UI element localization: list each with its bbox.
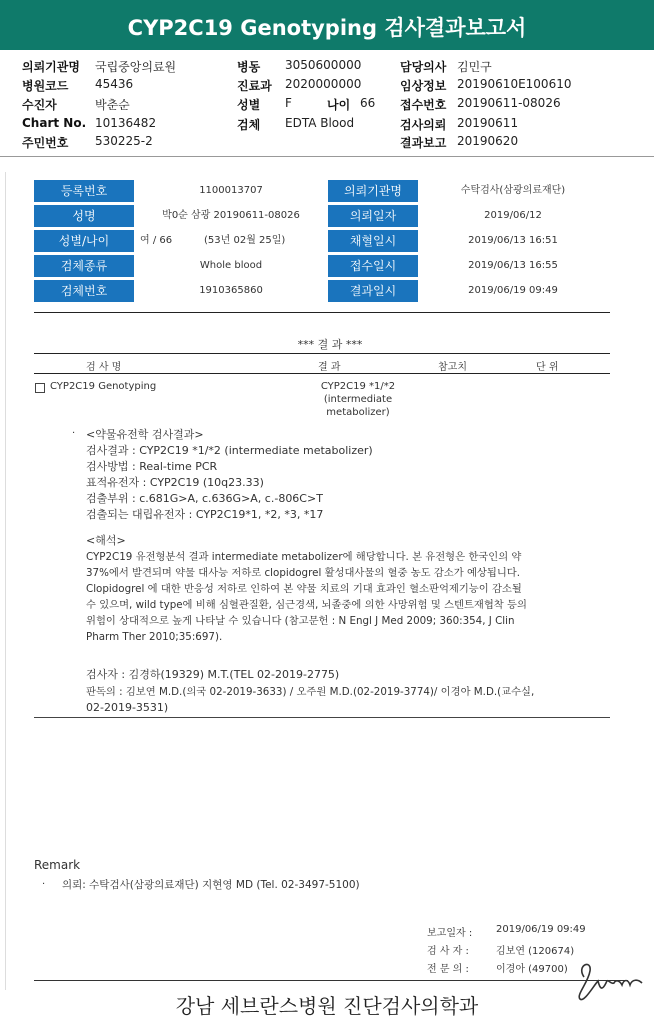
info-value: 박0순 삼광 20190611-08026 bbox=[162, 210, 300, 221]
info-value: 수탁검사(삼광의료재단) bbox=[460, 185, 566, 196]
title-bar bbox=[0, 0, 654, 50]
report-label: 보고일자 : bbox=[427, 928, 473, 939]
header-label: Chart No. bbox=[22, 116, 87, 130]
interp-line: 위험이 상대적으로 높게 나타날 수 있습니다 (참고문헌 : N Engl J Med 2009; 360:354, J Clin bbox=[86, 615, 515, 627]
header-value: 10136482 bbox=[95, 116, 157, 130]
header-value: 20190610E100610 bbox=[457, 77, 572, 91]
header-value: 2020000000 bbox=[285, 77, 362, 91]
info-label: 등록번호 bbox=[34, 180, 134, 202]
header-value: 20190611 bbox=[457, 116, 519, 130]
info-value: 2019/06/19 09:49 bbox=[468, 285, 558, 296]
col-header: 검 사 명 bbox=[86, 362, 122, 373]
info-value: Whole blood bbox=[199, 260, 263, 271]
header-value: 20190620 bbox=[457, 134, 519, 148]
header-label: 수진자 bbox=[22, 98, 57, 112]
footer-department: 강남 세브란스병원 진단검사의학과 bbox=[175, 994, 479, 1018]
pgx-line: 검사결과 : CYP2C19 *1/*2 (intermediate metabolizer) bbox=[86, 444, 373, 457]
pgx-heading: <약물유전학 검사결과> bbox=[86, 428, 204, 441]
bullet-dot: · bbox=[42, 879, 46, 890]
info-label: 검체번호 bbox=[34, 280, 134, 302]
header-label: 접수번호 bbox=[400, 98, 447, 112]
result-line: (intermediate bbox=[323, 394, 393, 405]
header-divider bbox=[0, 156, 654, 157]
report-value: 김보연 (120674) bbox=[496, 946, 575, 957]
divider bbox=[34, 373, 610, 374]
staff-line: 02-2019-3531) bbox=[86, 701, 169, 714]
header-row bbox=[22, 58, 80, 75]
report-label: 전 문 의 : bbox=[427, 964, 469, 975]
pgx-line: 검출부위 : c.681G>A, c.636G>A, c.-806C>T bbox=[86, 492, 323, 505]
header-value: 박춘순 bbox=[95, 98, 130, 112]
divider bbox=[34, 312, 610, 313]
header-label: 병원코드 bbox=[22, 79, 69, 93]
header-value: 3050600000 bbox=[285, 58, 362, 72]
report-title: CYP2C19 Genotyping 검사결과보고서 bbox=[127, 16, 527, 40]
info-label: 성명 bbox=[34, 205, 134, 227]
info-label: 접수일시 bbox=[328, 255, 418, 277]
pgx-line: 검사방법 : Real-time PCR bbox=[86, 460, 218, 473]
info-label: 채혈일시 bbox=[328, 230, 418, 252]
header-label: 결과보고 bbox=[400, 136, 447, 150]
results-heading: *** 결 과 *** bbox=[297, 338, 363, 351]
pgx-line: 검출되는 대립유전자 : CYP2C19*1, *2, *3, *17 bbox=[86, 508, 324, 521]
header-label: 임상정보 bbox=[400, 79, 447, 93]
header-value: 45436 bbox=[95, 77, 134, 91]
info-label: 성별/나이 bbox=[34, 230, 134, 252]
interp-line: 37%에서 발견되며 약물 대사능 저하로 clopidogrel 활성대사물의 혈중 농도 감소가 예상됩니다. bbox=[86, 567, 520, 579]
header-label: 의뢰기관명 bbox=[22, 60, 80, 74]
bullet-dot: · bbox=[72, 428, 76, 439]
header-label: 주민번호 bbox=[22, 136, 69, 150]
info-value: 1100013707 bbox=[199, 185, 263, 196]
staff-line: 검사자 : 김경하(19329) M.T.(TEL 02-2019-2775) bbox=[86, 668, 340, 681]
divider bbox=[34, 353, 610, 354]
info-dob: (53년 02월 25일) bbox=[204, 235, 286, 246]
staff-line: 판독의 : 김보연 M.D.(의국 02-2019-3633) / 오주원 M.D.(02-2019-3774)/ 이경아 M.D.(교수실, bbox=[86, 686, 535, 698]
interp-line: Pharm Ther 2010;35:697). bbox=[86, 631, 223, 643]
info-label: 결과일시 bbox=[328, 280, 418, 302]
remark-line: 의뢰: 수탁검사(삼광의료재단) 지현영 MD (Tel. 02-3497-5100) bbox=[62, 879, 360, 891]
info-value: 2019/06/12 bbox=[484, 210, 542, 221]
interp-line: Clopidogrel 에 대한 반응성 저하로 인하여 본 약물 치료의 기대 효과인 혈소판억제기능이 감소될 bbox=[86, 583, 522, 595]
report-value: 2019/06/19 09:49 bbox=[496, 924, 586, 935]
info-value: 1910365860 bbox=[199, 285, 263, 296]
divider bbox=[34, 980, 628, 981]
col-header: 단 위 bbox=[536, 362, 559, 373]
checkbox-icon bbox=[35, 383, 45, 393]
pgx-line: 표적유전자 : CYP2C19 (10q23.33) bbox=[86, 476, 264, 489]
header-value: 김민구 bbox=[457, 60, 492, 74]
header-value: 국립중앙의료원 bbox=[95, 60, 177, 74]
header-value: 20190611-08026 bbox=[457, 96, 561, 110]
scanned-report-page bbox=[5, 172, 654, 990]
divider bbox=[34, 717, 610, 718]
col-header: 결 과 bbox=[318, 362, 341, 373]
report-label: 검 사 자 : bbox=[427, 946, 469, 957]
info-value: 2019/06/13 16:51 bbox=[468, 235, 558, 246]
interp-heading: <해석> bbox=[86, 534, 126, 547]
header-label: 성별 bbox=[237, 98, 261, 112]
header-value: 530225-2 bbox=[95, 134, 153, 148]
header-label: 검체 bbox=[237, 118, 261, 132]
col-header: 참고치 bbox=[438, 362, 467, 373]
report-value: 이경아 (49700) bbox=[496, 964, 568, 975]
interp-line: 수 있으며, wild type에 비해 심혈관질환, 심근경색, 뇌졸중에 의한 사망위험 및 스텐트재협착 등의 bbox=[86, 599, 527, 611]
info-value: 여 / 66 bbox=[140, 235, 173, 246]
test-name: CYP2C19 Genotyping bbox=[50, 381, 157, 392]
header-label: 병동 bbox=[237, 60, 261, 74]
info-label: 검체종류 bbox=[34, 255, 134, 277]
header-value: F bbox=[285, 96, 292, 110]
result-line: metabolizer) bbox=[326, 407, 390, 418]
remark-heading: Remark bbox=[34, 858, 81, 872]
result-line: CYP2C19 *1/*2 bbox=[320, 381, 396, 392]
header-label: 나이 bbox=[327, 98, 351, 112]
header-label: 진료과 bbox=[237, 79, 272, 93]
header-label: 담당의사 bbox=[400, 60, 447, 74]
info-value: 2019/06/13 16:55 bbox=[468, 260, 558, 271]
info-label: 의뢰기관명 bbox=[328, 180, 418, 202]
info-label: 의뢰일자 bbox=[328, 205, 418, 227]
header-value: 66 bbox=[360, 96, 376, 110]
header-value: EDTA Blood bbox=[285, 116, 355, 130]
header-label: 검사의뢰 bbox=[400, 118, 447, 132]
interp-line: CYP2C19 유전형분석 결과 intermediate metabolizer에 해당합니다. 본 유전형은 한국인의 약 bbox=[86, 551, 522, 563]
